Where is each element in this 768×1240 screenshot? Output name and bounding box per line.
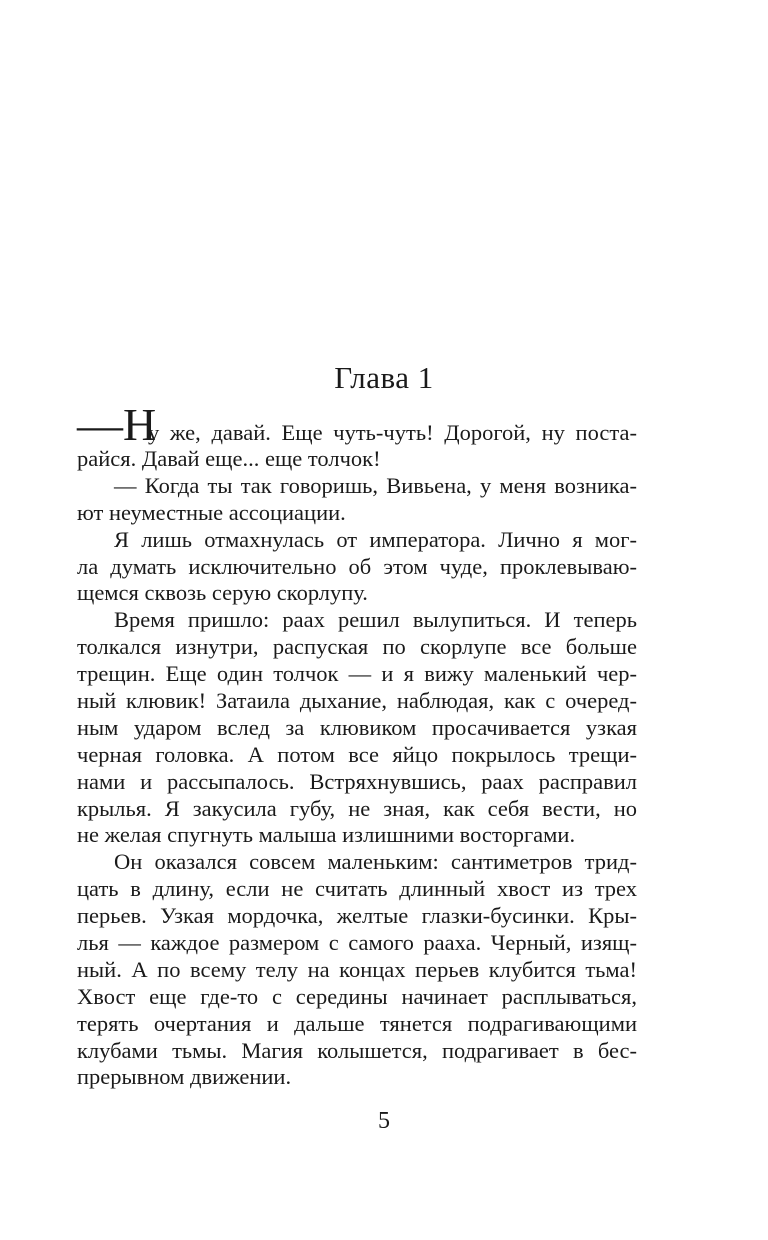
text-line: щемся сквозь серую скорлупу.	[77, 580, 368, 606]
text-line: ют неуместные ассоциации.	[77, 499, 346, 525]
text-line: ный. А по всему телу на концах перьев клубится тьма!	[77, 956, 637, 982]
text-line: перьев. Узкая мордочка, желтые глазки-бусинки. Кры-	[77, 903, 637, 929]
text-line: цать в длину, если не считать длинный хвост из трех	[77, 876, 637, 902]
page-number: 5	[378, 1108, 390, 1134]
text-line: у же, давай. Еще чуть-чуть! Дорогой, ну поста-	[148, 420, 637, 445]
text-line: нами и рассыпалось. Встряхнувшись, раах расправил	[77, 768, 637, 794]
text-line: ный клювик! Затаила дыхание, наблюдая, как с очеред-	[77, 688, 637, 714]
text-line: Я лишь отмахнулась от императора. Лично я мог-	[114, 526, 637, 552]
text-line: ным ударом вслед за клювиком просачивается узкая	[77, 714, 637, 740]
drop-cap: —Н	[77, 399, 157, 450]
text-line: не желая спугнуть малыша излишними восторгами.	[77, 822, 576, 848]
text-line: Время пришло: раах решил вылупиться. И теперь	[114, 607, 637, 633]
first-line	[77, 399, 637, 450]
text-line: — Когда ты так говоришь, Вивьена, у меня возника-	[114, 472, 637, 498]
text-line: лья — каждое размером с самого рааха. Черный, изящ-	[77, 930, 637, 956]
text-line: трещин. Еще один толчок — и я вижу маленький чер-	[77, 661, 637, 687]
text-line: райся. Давай еще... еще толчок!	[77, 446, 381, 471]
text-line: толкался изнутри, распуская по скорлупе все больше	[77, 634, 637, 660]
text-line: Хвост еще где-то с середины начинает расплываться,	[77, 983, 637, 1009]
text-line: ла думать исключительно об этом чуде, проклевываю-	[77, 553, 637, 579]
chapter-title: Глава 1	[334, 360, 434, 395]
text-line: терять очертания и дальше тянется подрагивающими	[77, 1010, 637, 1036]
text-line: черная головка. А потом все яйцо покрылось трещи-	[77, 741, 637, 767]
text-line: Он оказался совсем маленьким: сантиметров трид-	[114, 849, 637, 875]
text-line: прерывном движении.	[77, 1064, 292, 1090]
body-text	[77, 399, 637, 1091]
text-line: крылья. Я закусила губу, не зная, как себя вести, но	[77, 795, 637, 821]
text-line: клубами тьмы. Магия колышется, подрагивает в бес-	[77, 1037, 637, 1063]
